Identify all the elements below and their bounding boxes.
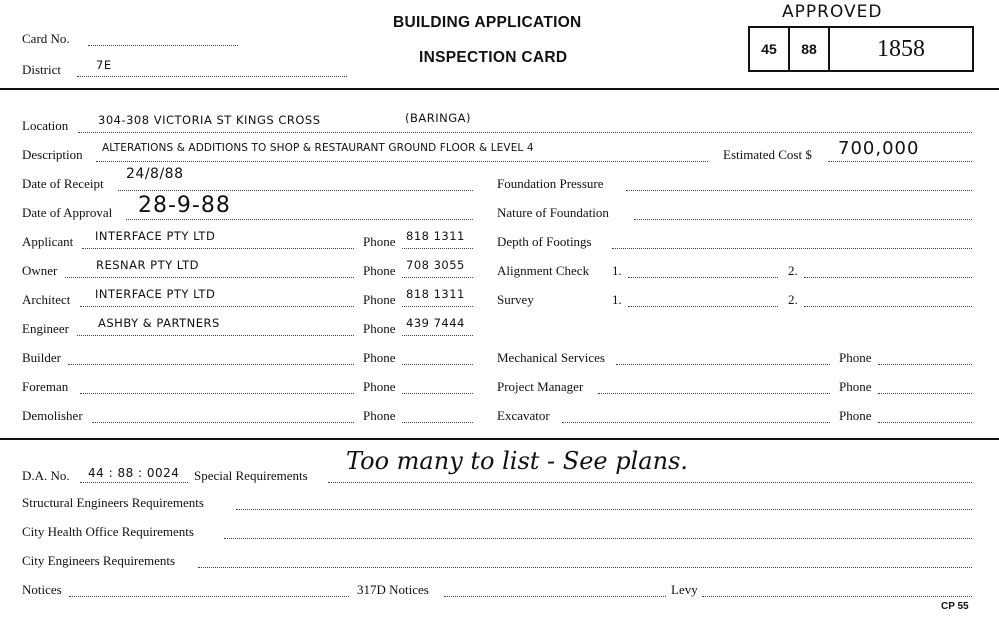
demolisher-field[interactable] [92,422,354,423]
approval-value: 28-9-88 [138,193,231,218]
top-divider [0,88,999,90]
excavator-phone-field[interactable] [878,422,972,423]
receipt-field[interactable] [118,190,473,191]
owner-phone-field[interactable] [402,277,473,278]
ref-part-1: 45 [761,41,777,57]
description-value: ALTERATIONS & ADDITIONS TO SHOP & RESTAURANT GROUND FLOOR & LEVEL 4 [102,142,534,154]
district-label: District [22,62,61,77]
estimated-cost-value: 700,000 [838,138,920,159]
project-manager-label: Project Manager [497,379,584,394]
form-code: CP 55 [941,601,969,612]
foundation-pressure-label: Foundation Pressure [497,176,604,191]
alignment-check-1-label: 1. [612,263,622,278]
da-no-value: 44 : 88 : 0024 [88,466,180,480]
foundation-pressure-field[interactable] [626,190,972,191]
description-label: Description [22,147,83,162]
district-value: 7E [96,58,112,72]
title-line-1: BUILDING APPLICATION [393,14,582,31]
city-engineers-requirements-field[interactable] [198,567,972,568]
survey-1-label: 1. [612,292,622,307]
location-value: 304-308 VICTORIA ST KINGS CROSS [98,113,321,127]
engineer-label: Engineer [22,321,69,336]
applicant-phone-field[interactable] [402,248,473,249]
demolisher-phone-label: Phone [363,408,396,423]
applicant-value: INTERFACE PTY LTD [95,229,216,243]
notices-317d-label: 317D Notices [357,582,429,597]
city-engineers-requirements-label: City Engineers Requirements [22,553,176,568]
depth-of-footings-field[interactable] [612,248,972,249]
notices-field[interactable] [69,596,349,597]
architect-value: INTERFACE PTY LTD [95,287,216,301]
survey-2-label: 2. [788,292,798,307]
builder-phone-field[interactable] [402,364,473,365]
applicant-field[interactable] [82,248,354,249]
location-field[interactable] [78,132,972,133]
depth-of-footings-label: Depth of Footings [497,234,592,249]
ref-number: 1858 [877,35,925,62]
architect-phone-label: Phone [363,292,396,307]
location-extra: (BARINGA) [405,111,471,125]
alignment-check-2-field[interactable] [804,277,972,278]
demolisher-label: Demolisher [22,408,83,423]
special-requirements-value: Too many to list - See plans. [346,447,689,475]
description-field[interactable] [96,161,708,162]
estimated-cost-field[interactable] [828,161,972,162]
card-no-label: Card No. [22,31,70,46]
levy-field[interactable] [702,596,972,597]
reference-box [748,26,974,72]
architect-phone-value: 818 1311 [406,287,465,301]
foreman-label: Foreman [22,379,69,394]
foreman-field[interactable] [80,393,354,394]
nature-of-foundation-field[interactable] [634,219,972,220]
builder-field[interactable] [68,364,354,365]
ref-part-2: 88 [801,41,817,57]
receipt-label: Date of Receipt [22,176,104,191]
survey-2-field[interactable] [804,306,972,307]
mechanical-services-field[interactable] [616,364,830,365]
foreman-phone-label: Phone [363,379,396,394]
structural-requirements-field[interactable] [236,509,972,510]
engineer-value: ASHBY & PARTNERS [98,316,220,330]
architect-phone-field[interactable] [402,306,473,307]
mechanical-services-label: Mechanical Services [497,350,605,365]
estimated-cost-label: Estimated Cost $ [723,147,812,162]
notices-317d-field[interactable] [444,596,666,597]
architect-field[interactable] [80,306,354,307]
engineer-phone-field[interactable] [402,335,473,336]
architect-label: Architect [22,292,71,307]
engineer-phone-label: Phone [363,321,396,336]
special-requirements-label: Special Requirements [194,468,308,483]
mechanical-phone-field[interactable] [878,364,972,365]
survey-1-field[interactable] [628,306,778,307]
applicant-phone-label: Phone [363,234,396,249]
demolisher-phone-field[interactable] [402,422,473,423]
owner-phone-label: Phone [363,263,396,278]
alignment-check-label: Alignment Check [497,263,590,278]
applicant-phone-value: 818 1311 [406,229,465,243]
applicant-label: Applicant [22,234,74,249]
da-no-label: D.A. No. [22,468,70,483]
engineer-phone-value: 439 7444 [406,316,465,330]
health-requirements-label: City Health Office Requirements [22,524,194,539]
structural-requirements-label: Structural Engineers Requirements [22,495,204,510]
approval-label: Date of Approval [22,205,113,220]
owner-label: Owner [22,263,58,278]
approved-stamp: APPROVED [782,2,883,22]
foreman-phone-field[interactable] [402,393,473,394]
builder-phone-label: Phone [363,350,396,365]
alignment-check-2-label: 2. [788,263,798,278]
project-manager-phone-field[interactable] [878,393,972,394]
alignment-check-1-field[interactable] [628,277,778,278]
location-label: Location [22,118,69,133]
card-no-field[interactable] [88,45,238,46]
excavator-phone-label: Phone [839,408,872,423]
owner-field[interactable] [65,277,354,278]
levy-label: Levy [671,582,698,597]
owner-value: RESNAR PTY LTD [96,258,200,272]
builder-label: Builder [22,350,61,365]
title-line-2: INSPECTION CARD [419,49,568,66]
owner-phone-value: 708 3055 [406,258,465,272]
receipt-value: 24/8/88 [126,166,184,182]
middle-divider [0,438,999,440]
excavator-field[interactable] [562,422,830,423]
excavator-label: Excavator [497,408,550,423]
da-no-field[interactable] [80,482,188,483]
survey-label: Survey [497,292,534,307]
notices-label: Notices [22,582,62,597]
nature-of-foundation-label: Nature of Foundation [497,205,609,220]
mechanical-phone-label: Phone [839,350,872,365]
engineer-field[interactable] [77,335,354,336]
project-manager-phone-label: Phone [839,379,872,394]
district-field[interactable] [77,76,347,77]
health-requirements-field[interactable] [224,538,972,539]
special-requirements-field[interactable] [328,482,972,483]
project-manager-field[interactable] [598,393,830,394]
approval-field[interactable] [126,219,473,220]
